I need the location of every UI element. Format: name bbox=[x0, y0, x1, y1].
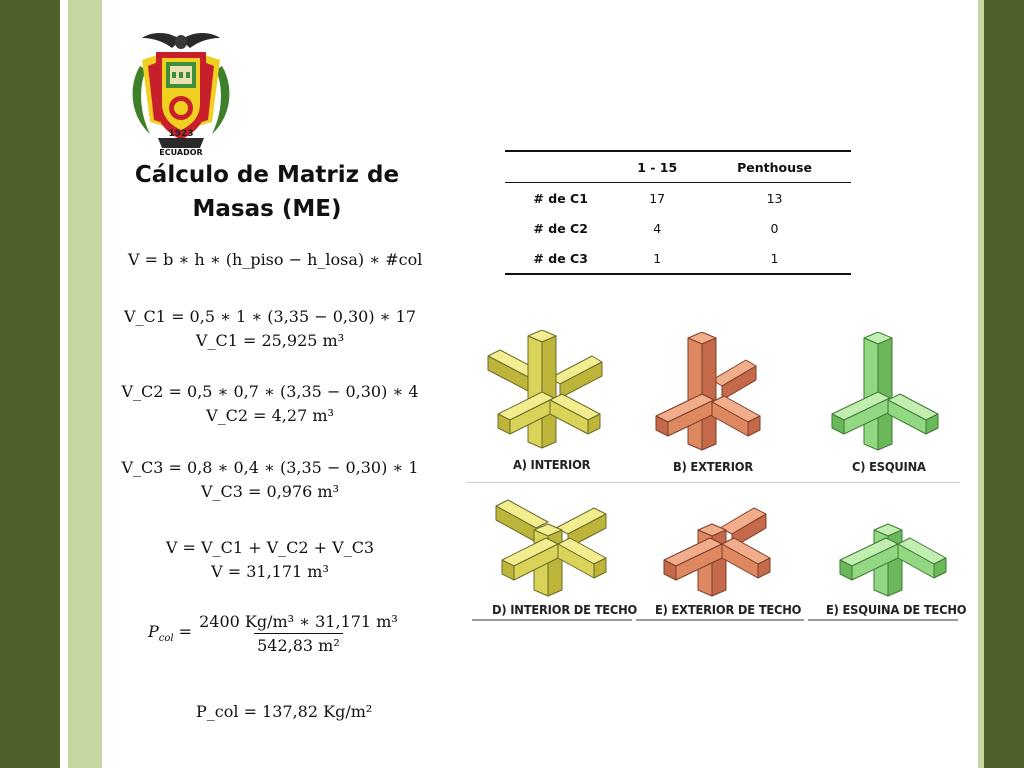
c3-calc-line: V_C3 = 0,8 ∗ 0,4 ∗ (3,35 − 0,30) ∗ 1 bbox=[121, 458, 419, 477]
title-line-1: Cálculo de Matriz de bbox=[134, 162, 400, 188]
c1-result-line: V_C1 = 25,925 m³ bbox=[195, 331, 345, 350]
joint-label-exterior-roof: E) EXTERIOR DE TECHO bbox=[655, 602, 802, 618]
joint-interior-illustration bbox=[480, 330, 610, 455]
seal-year-text: 1923 bbox=[168, 129, 194, 139]
joint-corner-roof-illustration bbox=[826, 494, 956, 599]
slide-title bbox=[122, 158, 412, 226]
sum-calc-line: V = V_C1 + V_C2 + V_C3 bbox=[165, 538, 375, 557]
exterior-roof-joint-icon bbox=[650, 494, 780, 599]
table-header-row bbox=[505, 151, 851, 183]
joint-exterior-roof-illustration bbox=[650, 494, 780, 599]
joint-row-divider bbox=[466, 482, 960, 483]
c1-calc-line: V_C1 = 0,5 ∗ 1 ∗ (3,35 − 0,30) ∗ 17 bbox=[124, 307, 416, 326]
table-cell: 13 bbox=[766, 190, 783, 206]
caption-underline bbox=[472, 619, 632, 621]
c1-volume-block bbox=[120, 305, 420, 353]
joint-exterior-illustration bbox=[642, 332, 772, 457]
table-header-cell: 1 - 15 bbox=[637, 159, 678, 175]
table-header-cell bbox=[505, 151, 616, 183]
table-row bbox=[505, 213, 851, 243]
c3-volume-block bbox=[120, 456, 420, 504]
interior-joint-icon bbox=[480, 330, 610, 455]
left-light-bar bbox=[68, 0, 102, 768]
pcol-symbol: $P_{col}$ = bbox=[148, 622, 193, 645]
table-cell: 1 bbox=[770, 250, 779, 266]
pcol-denominator: 542,83 m² bbox=[254, 633, 343, 655]
exterior-joint-icon bbox=[642, 332, 772, 457]
column-count-table bbox=[505, 150, 851, 275]
volume-general-formula: V = b ∗ h ∗ (h_piso − h_losa) ∗ #col bbox=[128, 250, 423, 269]
university-seal-logo bbox=[120, 26, 242, 156]
corner-roof-joint-icon bbox=[826, 494, 956, 599]
title-line-2: Masas (ME) bbox=[192, 196, 342, 222]
right-dark-bar bbox=[984, 0, 1024, 768]
joint-label-interior: A) INTERIOR bbox=[513, 457, 591, 473]
table-header-cell: Penthouse bbox=[737, 159, 812, 175]
c2-volume-block bbox=[120, 380, 420, 428]
total-volume-block bbox=[120, 536, 420, 584]
caption-underline bbox=[808, 619, 958, 621]
pcol-numerator: 2400 Kg/m³ ∗ 31,171 m³ bbox=[199, 612, 398, 631]
table-row bbox=[505, 243, 851, 274]
c3-result-line: V_C3 = 0,976 m³ bbox=[200, 482, 340, 501]
table-cell: 4 bbox=[653, 220, 662, 236]
caption-underline bbox=[636, 619, 804, 621]
table-cell: 0 bbox=[770, 220, 779, 236]
table-row-header: # de C1 bbox=[533, 190, 588, 206]
table-cell: 1 bbox=[653, 250, 662, 266]
table-row bbox=[505, 183, 851, 214]
table-row-header: # de C3 bbox=[533, 250, 588, 266]
pcol-fraction bbox=[196, 612, 401, 655]
joint-label-exterior: B) EXTERIOR bbox=[673, 459, 754, 475]
joint-interior-roof-illustration bbox=[486, 494, 616, 599]
table-cell: 17 bbox=[649, 190, 666, 206]
left-dark-bar bbox=[0, 0, 60, 768]
seal-country-text: ECUADOR bbox=[159, 148, 203, 156]
c2-calc-line: V_C2 = 0,5 ∗ 0,7 ∗ (3,35 − 0,30) ∗ 4 bbox=[121, 382, 419, 401]
pcol-result-formula: P_col = 137,82 Kg/m² bbox=[196, 702, 373, 721]
c2-result-line: V_C2 = 4,27 m³ bbox=[206, 406, 334, 425]
interior-roof-joint-icon bbox=[486, 494, 616, 599]
pcol-fraction-formula bbox=[148, 612, 405, 655]
joint-label-corner: C) ESQUINA bbox=[852, 459, 926, 475]
joint-label-interior-roof: D) INTERIOR DE TECHO bbox=[492, 602, 638, 618]
corner-joint-icon bbox=[818, 332, 948, 457]
joint-label-corner-roof: E) ESQUINA DE TECHO bbox=[826, 602, 967, 618]
joint-corner-illustration bbox=[818, 332, 948, 457]
sum-result-line: V = 31,171 m³ bbox=[211, 562, 329, 581]
table-row-header: # de C2 bbox=[533, 220, 588, 236]
